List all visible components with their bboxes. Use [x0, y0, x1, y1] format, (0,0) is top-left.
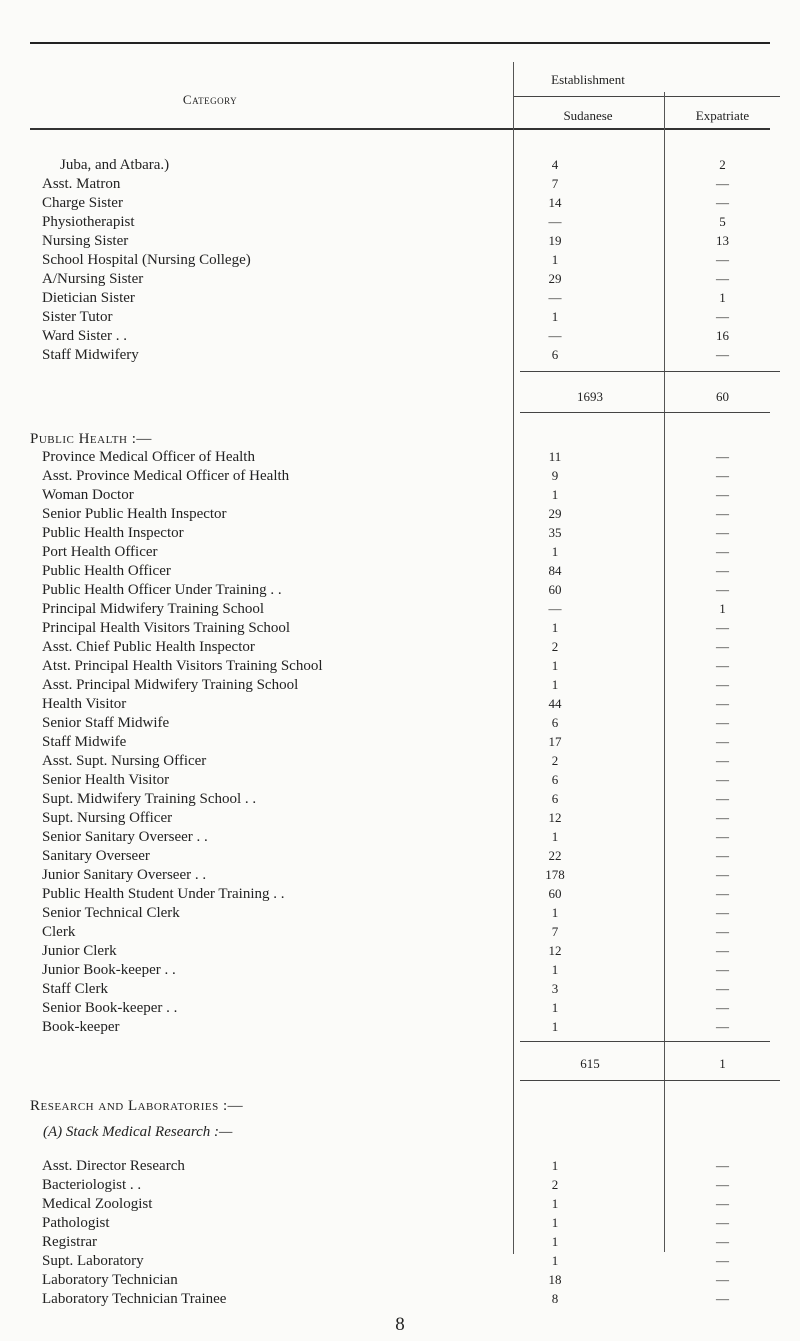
sudanese-value: —	[548, 328, 562, 343]
row-label: Senior Sanitary Overseer . .	[42, 829, 208, 845]
block1-total-rule	[520, 371, 780, 372]
table-row	[0, 563, 800, 579]
establishment-header: Establishment	[551, 72, 625, 87]
sudanese-value: 29	[548, 506, 562, 521]
row-label: Juba, and Atbara.)	[60, 157, 170, 173]
expatriate-value: —	[716, 487, 729, 502]
row-label: Senior Book-keeper . .	[42, 1000, 178, 1016]
row-label: Public Health Officer Under Training . .	[42, 582, 282, 598]
expatriate-value: —	[716, 252, 729, 267]
table-row	[0, 867, 800, 883]
table-row	[0, 290, 800, 306]
sudanese-value: 1	[551, 1215, 559, 1230]
expatriate-value: —	[716, 829, 729, 844]
expatriate-value: —	[716, 544, 729, 559]
table-row	[0, 233, 800, 249]
expatriate-value: —	[716, 449, 729, 464]
row-label: School Hospital (Nursing College)	[42, 252, 251, 268]
expatriate-value: —	[716, 1253, 729, 1268]
table-row	[0, 1215, 800, 1231]
row-label: Pathologist	[42, 1215, 110, 1231]
row-label: Sister Tutor	[42, 309, 113, 325]
sudanese-value: 7	[551, 924, 559, 939]
table-row	[0, 328, 800, 344]
research-subheading: (A) Stack Medical Research :—	[43, 1124, 233, 1140]
sudanese-value: 17	[548, 734, 562, 749]
table-row	[0, 195, 800, 211]
sudanese-value: 6	[551, 791, 559, 806]
table-row	[0, 1234, 800, 1250]
row-label: Sanitary Overseer	[42, 848, 150, 864]
row-label: Senior Staff Midwife	[42, 715, 170, 731]
table-row	[0, 905, 800, 921]
expatriate-value: —	[716, 753, 729, 768]
expatriate-value: —	[716, 867, 729, 882]
sudanese-value: 8	[551, 1291, 559, 1306]
table-row	[0, 753, 800, 769]
row-label: Nursing Sister	[42, 233, 129, 249]
expatriate-value: —	[716, 1291, 729, 1306]
table-row	[0, 981, 800, 997]
category-header: Category	[182, 92, 238, 107]
sudanese-value: —	[548, 214, 562, 229]
expatriate-value: 1	[719, 601, 726, 616]
sudanese-value: 178	[545, 867, 565, 882]
table-row	[0, 449, 800, 465]
table-row	[0, 309, 800, 325]
table-row	[0, 1291, 800, 1307]
table-row	[0, 943, 800, 959]
expatriate-value: —	[716, 905, 729, 920]
table-row	[0, 1000, 800, 1016]
expatriate-value: 5	[719, 214, 726, 229]
row-label: A/Nursing Sister	[42, 271, 144, 287]
table-row	[0, 677, 800, 693]
sudanese-value: 6	[551, 772, 559, 787]
sudanese-value: 2	[551, 1177, 559, 1192]
table-row	[0, 829, 800, 845]
expatriate-value: —	[716, 677, 729, 692]
top-rule	[30, 42, 770, 44]
row-label: Ward Sister . .	[42, 328, 128, 344]
public-health-total-sudanese: 615	[580, 1056, 600, 1071]
sudanese-value: 1	[551, 962, 559, 977]
row-label: Asst. Supt. Nursing Officer	[42, 753, 207, 769]
sudanese-value: 2	[551, 753, 559, 768]
expatriate-value: —	[716, 1177, 729, 1192]
row-label: Public Health Officer	[42, 563, 171, 579]
table-row	[0, 1196, 800, 1212]
sudanese-value: 1	[551, 677, 559, 692]
row-label: Bacteriologist . .	[42, 1177, 142, 1193]
table-row	[0, 696, 800, 712]
row-label: Supt. Laboratory	[42, 1253, 144, 1269]
table-row	[0, 620, 800, 636]
row-label: Province Medical Officer of Health	[42, 449, 255, 465]
table-row	[0, 848, 800, 864]
expatriate-value: —	[716, 176, 729, 191]
table-row	[0, 468, 800, 484]
table-row	[0, 271, 800, 287]
sudanese-value: 1	[551, 658, 559, 673]
row-label: Health Visitor	[42, 696, 127, 712]
table-row	[0, 525, 800, 541]
row-label: Supt. Midwifery Training School . .	[42, 791, 257, 807]
expatriate-value: —	[716, 962, 729, 977]
expatriate-value: —	[716, 506, 729, 521]
sudanese-value: 44	[548, 696, 562, 711]
row-label: Senior Public Health Inspector	[42, 506, 227, 522]
sudanese-value: 84	[548, 563, 562, 578]
row-label: Principal Health Visitors Training School	[42, 620, 290, 636]
sudanese-value: 1	[551, 1158, 559, 1173]
table-row	[0, 791, 800, 807]
table-row	[0, 1253, 800, 1269]
expatriate-value: —	[716, 582, 729, 597]
expatriate-value: —	[716, 734, 729, 749]
expatriate-value: —	[716, 810, 729, 825]
sudanese-value: —	[548, 290, 562, 305]
sudanese-value: 60	[548, 886, 562, 901]
sudanese-value: 12	[548, 943, 562, 958]
row-label: Junior Book-keeper . .	[42, 962, 176, 978]
expatriate-value: —	[716, 1272, 729, 1287]
expatriate-value: —	[716, 347, 729, 362]
expatriate-value: —	[716, 1234, 729, 1249]
row-label: Staff Midwifery	[42, 347, 139, 363]
sudanese-value: 22	[548, 848, 562, 863]
research-heading: Research and Laboratories :—	[30, 1098, 244, 1114]
expatriate-value: —	[716, 886, 729, 901]
expatriate-value: —	[716, 943, 729, 958]
public-health-total-expatriate: 1	[719, 1056, 726, 1071]
table-row	[0, 347, 800, 363]
public-health-heading: Public Health :—	[30, 431, 152, 447]
block1-total-underline	[520, 412, 770, 413]
row-label: Port Health Officer	[42, 544, 158, 560]
expatriate-value: —	[716, 639, 729, 654]
expatriate-value: —	[716, 620, 729, 635]
table-row	[0, 639, 800, 655]
sudanese-value: 6	[551, 715, 559, 730]
row-label: Laboratory Technician	[42, 1272, 178, 1288]
table-row	[0, 810, 800, 826]
sudanese-value: —	[548, 601, 562, 616]
expatriate-value: —	[716, 715, 729, 730]
row-label: Asst. Chief Public Health Inspector	[42, 639, 255, 655]
page-number: 8	[395, 1314, 405, 1335]
sudanese-value: 6	[551, 347, 559, 362]
expatriate-value: —	[716, 468, 729, 483]
sudanese-value: 11	[548, 449, 562, 464]
expatriate-value: —	[716, 309, 729, 324]
table-row	[0, 544, 800, 560]
row-label: Senior Health Visitor	[42, 772, 170, 788]
sudanese-value: 1	[551, 905, 559, 920]
public-health-total-underline	[520, 1080, 780, 1081]
expatriate-header: Expatriate	[695, 108, 750, 123]
sudanese-value: 2	[551, 639, 559, 654]
sudanese-header: Sudanese	[563, 108, 613, 123]
table-row	[0, 924, 800, 940]
row-label: Charge Sister	[42, 195, 123, 211]
expatriate-value: —	[716, 525, 729, 540]
row-label: Woman Doctor	[42, 487, 134, 503]
expatriate-value: 16	[716, 328, 729, 343]
row-label: Atst. Principal Health Visitors Training School	[42, 658, 323, 674]
sudanese-value: 35	[548, 525, 562, 540]
table-row	[0, 1019, 800, 1035]
table-row	[0, 601, 800, 617]
block1-total-sudanese: 1693	[577, 389, 603, 404]
sudanese-value: 1	[551, 544, 559, 559]
row-label: Laboratory Technician Trainee	[42, 1291, 227, 1307]
establishment-rule	[513, 96, 780, 97]
row-label: Medical Zoologist	[42, 1196, 153, 1212]
row-label: Public Health Inspector	[42, 525, 184, 541]
expatriate-value: —	[716, 271, 729, 286]
row-label: Senior Technical Clerk	[42, 905, 180, 921]
expatriate-value: 2	[719, 157, 726, 172]
table-row	[0, 487, 800, 503]
expatriate-value: —	[716, 1000, 729, 1015]
table-row	[0, 886, 800, 902]
table-row	[0, 157, 800, 173]
sudanese-value: 1	[551, 309, 559, 324]
expatriate-value: —	[716, 772, 729, 787]
row-label: Junior Sanitary Overseer . .	[42, 867, 207, 883]
row-label: Staff Midwife	[42, 734, 127, 750]
sudanese-value: 7	[551, 176, 559, 191]
row-label: Asst. Matron	[42, 176, 121, 192]
expatriate-value: —	[716, 791, 729, 806]
row-label: Principal Midwifery Training School	[42, 601, 265, 617]
expatriate-value: —	[716, 1215, 729, 1230]
expatriate-value: —	[716, 658, 729, 673]
block1-total-expatriate: 60	[716, 389, 729, 404]
sudanese-value: 1	[551, 620, 559, 635]
table-row	[0, 506, 800, 522]
table-row	[0, 772, 800, 788]
row-label: Staff Clerk	[42, 981, 108, 997]
header-bottom-rule	[30, 128, 770, 130]
table-row	[0, 214, 800, 230]
sudanese-value: 14	[548, 195, 562, 210]
expatriate-value: —	[716, 696, 729, 711]
expatriate-value: —	[716, 1158, 729, 1173]
table-row	[0, 1158, 800, 1174]
row-label: Clerk	[42, 924, 76, 940]
sudanese-value: 19	[548, 233, 562, 248]
table-row	[0, 1177, 800, 1193]
expatriate-value: —	[716, 981, 729, 996]
table-row	[0, 582, 800, 598]
row-label: Registrar	[42, 1234, 97, 1250]
expatriate-value: —	[716, 563, 729, 578]
row-label: Junior Clerk	[42, 943, 117, 959]
sudanese-value: 60	[548, 582, 562, 597]
sudanese-value: 4	[551, 157, 559, 172]
sudanese-value: 1	[551, 1234, 559, 1249]
sudanese-value: 1	[551, 1253, 559, 1268]
sudanese-value: 1	[551, 1019, 559, 1034]
table-row	[0, 658, 800, 674]
expatriate-value: 1	[719, 290, 726, 305]
table-row	[0, 715, 800, 731]
expatriate-value: —	[716, 195, 729, 210]
sudanese-value: 1	[551, 252, 559, 267]
sudanese-value: 29	[548, 271, 562, 286]
sudanese-value: 12	[548, 810, 562, 825]
expatriate-value: —	[716, 848, 729, 863]
row-label: Physiotherapist	[42, 214, 135, 230]
row-label: Asst. Director Research	[42, 1158, 185, 1174]
sudanese-value: 1	[551, 829, 559, 844]
expatriate-value: 13	[716, 233, 729, 248]
expatriate-value: —	[716, 924, 729, 939]
row-label: Supt. Nursing Officer	[42, 810, 173, 826]
sudanese-value: 18	[548, 1272, 562, 1287]
expatriate-value: —	[716, 1019, 729, 1034]
row-label: Asst. Province Medical Officer of Health	[42, 468, 290, 484]
table-row	[0, 734, 800, 750]
table-row	[0, 176, 800, 192]
sudanese-value: 1	[551, 1196, 559, 1211]
sudanese-value: 9	[551, 468, 559, 483]
sudanese-value: 3	[551, 981, 559, 996]
row-label: Asst. Principal Midwifery Training School	[42, 677, 299, 693]
table-row	[0, 962, 800, 978]
public-health-total-rule	[520, 1041, 770, 1042]
sudanese-value: 1	[551, 1000, 559, 1015]
row-label: Dietician Sister	[42, 290, 135, 306]
expatriate-value: —	[716, 1196, 729, 1211]
row-label: Public Health Student Under Training . .	[42, 886, 285, 902]
table-row	[0, 252, 800, 268]
table-row	[0, 1272, 800, 1288]
row-label: Book-keeper	[42, 1019, 120, 1035]
sudanese-value: 1	[551, 487, 559, 502]
